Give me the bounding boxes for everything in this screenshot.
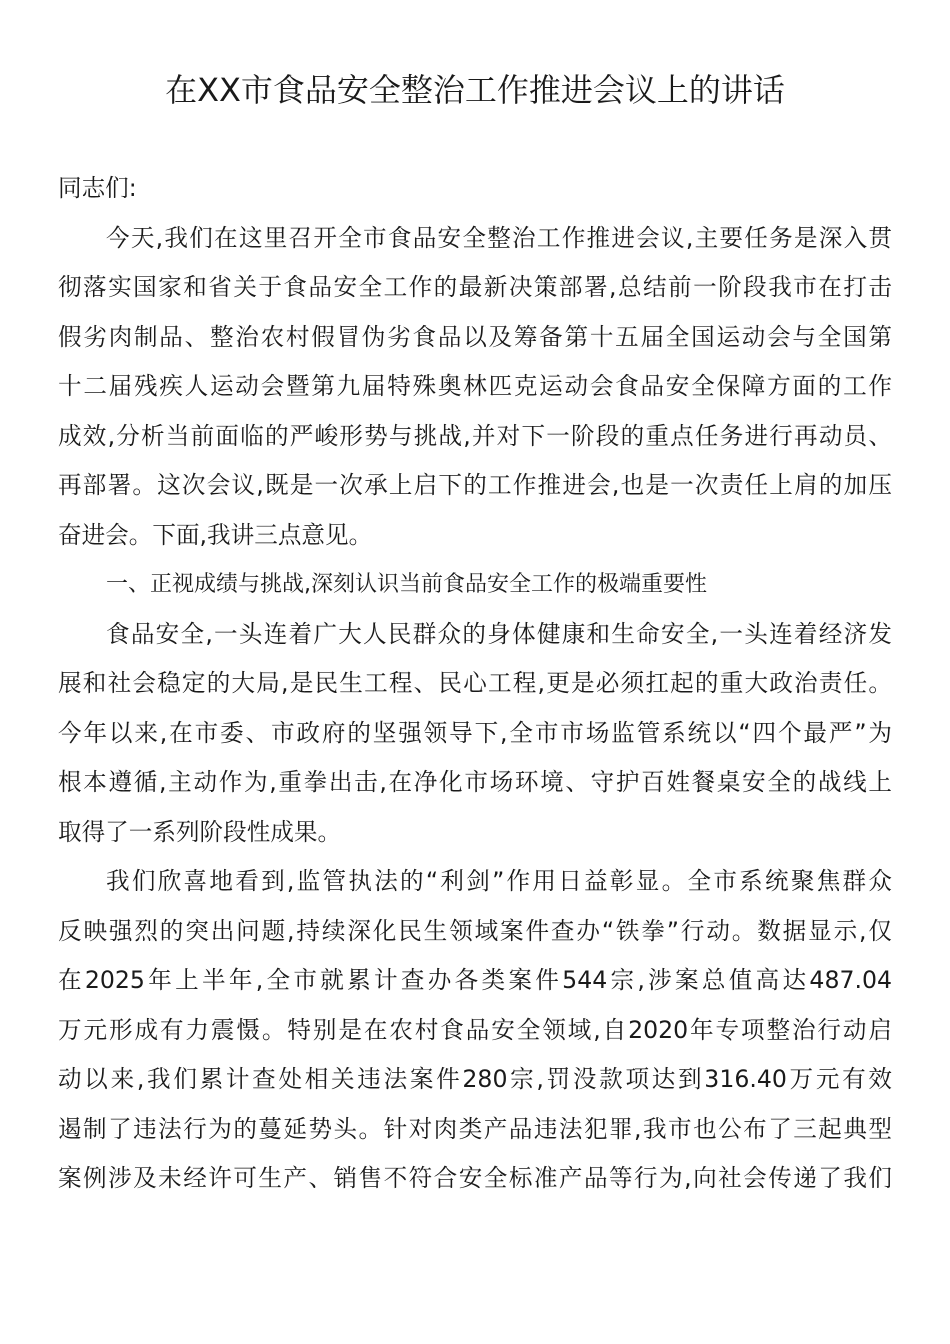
paragraph-line: 今年以来,在市委、市政府的坚强领导下,全市市场监管系统以“四个最严”为 — [58, 718, 892, 747]
paragraph-line: 在2025年上半年,全市就累计查办各类案件544宗,涉案总值高达487.04 — [58, 966, 892, 994]
speech-body — [58, 164, 892, 1204]
paragraph-line: 十二届残疾人运动会暨第九届特殊奥林匹克运动会食品安全保障方面的工作 — [58, 372, 892, 400]
paragraph-line: 假劣肉制品、整治农村假冒伪劣食品以及筹备第十五届全国运动会与全国第 — [58, 322, 892, 351]
paragraph-line: 展和社会稳定的大局,是民生工程、民心工程,更是必须扛起的重大政治责任。 — [58, 669, 892, 697]
salutation-line: 同志们: — [58, 174, 137, 202]
paragraph-line: 再部署。这次会议,既是一次承上启下的工作推进会,也是一次责任上肩的加压 — [58, 471, 892, 499]
page-title: 在XX市食品安全整治工作推进会议上的讲话 — [165, 71, 785, 109]
paragraph-line: 我们欣喜地看到,监管执法的“利剑”作用日益彰显。全市系统聚焦群众 — [106, 867, 892, 895]
paragraph-line: 彻落实国家和省关于食品安全工作的最新决策部署,总结前一阶段我市在打击 — [58, 273, 892, 301]
paragraph-line: 根本遵循,主动作为,重拳出击,在净化市场环境、守护百姓餐桌安全的战线上 — [58, 768, 892, 796]
paragraph-line: 今天,我们在这里召开全市食品安全整治工作推进会议,主要任务是深入贯 — [106, 223, 892, 252]
paragraph-line: 动以来,我们累计查处相关违法案件280宗,罚没款项达到316.40万元有效 — [58, 1065, 892, 1093]
paragraph-line: 取得了一系列阶段性成果。 — [58, 817, 342, 846]
paragraph-line: 反映强烈的突出问题,持续深化民生领域案件查办“铁拳”行动。数据显示,仅 — [58, 916, 892, 945]
paragraph-line: 万元形成有力震慑。特别是在农村食品安全领域,自2020年专项整治行动启 — [58, 1015, 892, 1044]
paragraph-line: 遏制了违法行为的蔓延势头。针对肉类产品违法犯罪,我市也公布了三起典型 — [58, 1114, 892, 1143]
paragraph-line: 案例涉及未经许可生产、销售不符合安全标准产品等行为,向社会传递了我们 — [58, 1164, 892, 1192]
section-heading: 一、正视成绩与挑战,深刻认识当前食品安全工作的极端重要性 — [106, 572, 707, 597]
paragraph-line: 奋进会。下面,我讲三点意见。 — [58, 520, 373, 549]
paragraph-line: 食品安全,一头连着广大人民群众的身体健康和生命安全,一头连着经济发 — [106, 619, 892, 648]
paragraph-line: 成效,分析当前面临的严峻形势与挑战,并对下一阶段的重点任务进行再动员、 — [58, 421, 892, 450]
